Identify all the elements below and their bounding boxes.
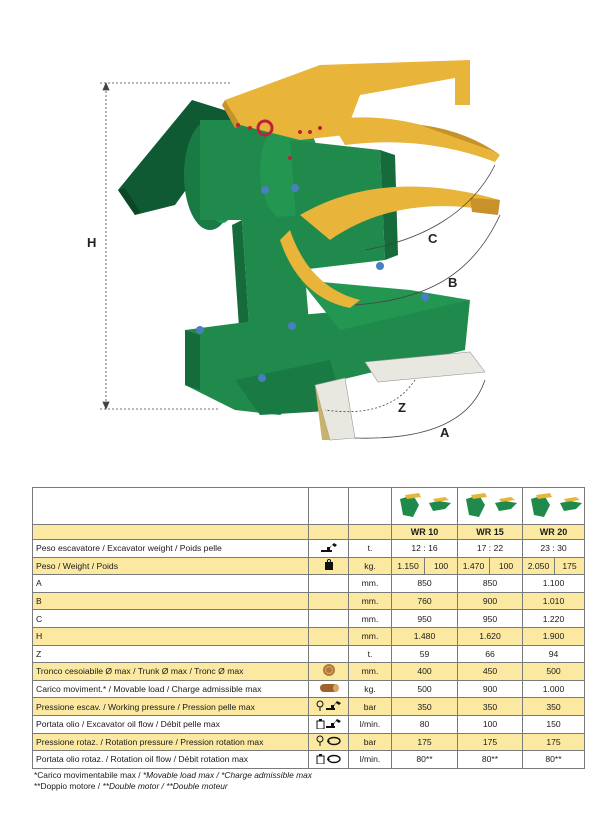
spec-value: 1.150 xyxy=(392,557,425,575)
pressure-rotation-icon xyxy=(309,733,349,751)
spec-label: Pressione rotaz. / Rotation pressure / Pression rotation max xyxy=(33,733,309,751)
label-z: Z xyxy=(398,400,406,415)
pressure-excavator-icon xyxy=(309,698,349,716)
spec-label: Portata olio / Excavator oil flow / Débit pelle max xyxy=(33,715,309,733)
spec-value: 12 : 16 xyxy=(392,540,458,558)
spec-row xyxy=(33,715,585,733)
model-wr10: WR 10 xyxy=(392,525,458,540)
spec-row xyxy=(33,540,585,558)
spec-unit: t. xyxy=(349,645,392,663)
spec-value: 1.000 xyxy=(523,680,585,698)
spec-value: 2.050 xyxy=(523,557,555,575)
label-c: C xyxy=(428,231,438,246)
spec-value: 17 : 22 xyxy=(458,540,523,558)
spec-table xyxy=(32,487,585,769)
spec-unit: kg. xyxy=(349,557,392,575)
wr10-thumbnail xyxy=(392,488,458,525)
spec-value: 950 xyxy=(458,610,523,628)
model-header-row xyxy=(33,525,585,540)
label-b: B xyxy=(448,275,458,290)
spec-value: 500 xyxy=(392,680,458,698)
spec-value: 80** xyxy=(392,751,458,769)
spec-value: 350 xyxy=(523,698,585,716)
thumbnail-row xyxy=(33,488,585,525)
spec-value: 150 xyxy=(523,715,585,733)
model-wr20: WR 20 xyxy=(523,525,585,540)
spec-label: Peso / Weight / Poids xyxy=(33,557,309,575)
spec-row xyxy=(33,592,585,610)
spec-value: 100 xyxy=(490,557,523,575)
spec-value: 59 xyxy=(392,645,458,663)
spec-value: 66 xyxy=(458,645,523,663)
spec-value: 175 xyxy=(458,733,523,751)
spec-unit: mm. xyxy=(349,663,392,681)
spec-value: 350 xyxy=(458,698,523,716)
spec-icon-empty xyxy=(309,610,349,628)
spec-value: 100 xyxy=(425,557,458,575)
spec-row xyxy=(33,698,585,716)
spec-value: 1.480 xyxy=(392,627,458,645)
spec-value: 450 xyxy=(458,663,523,681)
spec-unit: kg. xyxy=(349,680,392,698)
spec-label: Portata olio rotaz. / Rotation oil flow / Débit rotation max xyxy=(33,751,309,769)
spec-value: 760 xyxy=(392,592,458,610)
spec-value: 850 xyxy=(458,575,523,593)
log-end-icon xyxy=(309,663,349,681)
spec-unit: bar xyxy=(349,698,392,716)
spec-value: 950 xyxy=(392,610,458,628)
spec-label: Z xyxy=(33,645,309,663)
spec-value: 1.220 xyxy=(523,610,585,628)
spec-unit: mm. xyxy=(349,575,392,593)
weight-icon xyxy=(309,557,349,575)
model-wr15: WR 15 xyxy=(458,525,523,540)
spec-row xyxy=(33,751,585,769)
spec-value: 900 xyxy=(458,592,523,610)
spec-value: 23 : 30 xyxy=(523,540,585,558)
spec-value: 80 xyxy=(392,715,458,733)
spec-value: 1.100 xyxy=(523,575,585,593)
oil-flow-rotation-icon xyxy=(309,751,349,769)
spec-value: 1.010 xyxy=(523,592,585,610)
spec-icon-empty xyxy=(309,592,349,610)
wr15-thumbnail xyxy=(458,488,523,525)
spec-unit: l/min. xyxy=(349,715,392,733)
spec-label: C xyxy=(33,610,309,628)
spec-unit: bar xyxy=(349,733,392,751)
spec-label: A xyxy=(33,575,309,593)
spec-value: 80** xyxy=(458,751,523,769)
spec-label: Peso escavatore / Excavator weight / Poids pelle xyxy=(33,540,309,558)
log-icon xyxy=(309,680,349,698)
label-a: A xyxy=(440,425,450,440)
spec-value: 350 xyxy=(392,698,458,716)
spec-icon-empty xyxy=(309,645,349,663)
spec-value: 94 xyxy=(523,645,585,663)
footnote-1: *Carico movimentabile max / *Movable load max / *Charge admissible max xyxy=(34,770,312,780)
spec-row xyxy=(33,680,585,698)
oil-flow-excavator-icon xyxy=(309,715,349,733)
wr20-thumbnail xyxy=(523,488,585,525)
spec-icon-empty xyxy=(309,575,349,593)
spec-label: B xyxy=(33,592,309,610)
spec-row xyxy=(33,575,585,593)
spec-value: 400 xyxy=(392,663,458,681)
spec-value: 500 xyxy=(523,663,585,681)
spec-row xyxy=(33,645,585,663)
spec-label: Pressione escav. / Working pressure / Pression pelle max xyxy=(33,698,309,716)
spec-label: Carico moviment.* / Movable load / Charge admissible max xyxy=(33,680,309,698)
spec-value: 850 xyxy=(392,575,458,593)
spec-value: 80** xyxy=(523,751,585,769)
spec-icon-empty xyxy=(309,627,349,645)
spec-row xyxy=(33,663,585,681)
spec-unit: mm. xyxy=(349,610,392,628)
footnotes xyxy=(34,770,312,792)
spec-row xyxy=(33,733,585,751)
spec-unit: t. xyxy=(349,540,392,558)
spec-value: 175 xyxy=(523,733,585,751)
footnote-2: **Doppio motore / **Double motor / **Double moteur xyxy=(34,781,228,791)
spec-unit: mm. xyxy=(349,627,392,645)
spec-label: H xyxy=(33,627,309,645)
spec-unit: l/min. xyxy=(349,751,392,769)
spec-value: 175 xyxy=(392,733,458,751)
spec-value: 1.620 xyxy=(458,627,523,645)
spec-value: 900 xyxy=(458,680,523,698)
spec-row xyxy=(33,557,585,575)
spec-row xyxy=(33,610,585,628)
spec-value: 175 xyxy=(555,557,585,575)
spec-label: Tronco cesoiabile Ø max / Trunk Ø max / Tronc Ø max xyxy=(33,663,309,681)
spec-value: 1.470 xyxy=(458,557,490,575)
spec-row xyxy=(33,627,585,645)
label-h: H xyxy=(87,235,97,250)
excavator-icon xyxy=(309,540,349,558)
spec-unit: mm. xyxy=(349,592,392,610)
spec-value: 1.900 xyxy=(523,627,585,645)
spec-value: 100 xyxy=(458,715,523,733)
